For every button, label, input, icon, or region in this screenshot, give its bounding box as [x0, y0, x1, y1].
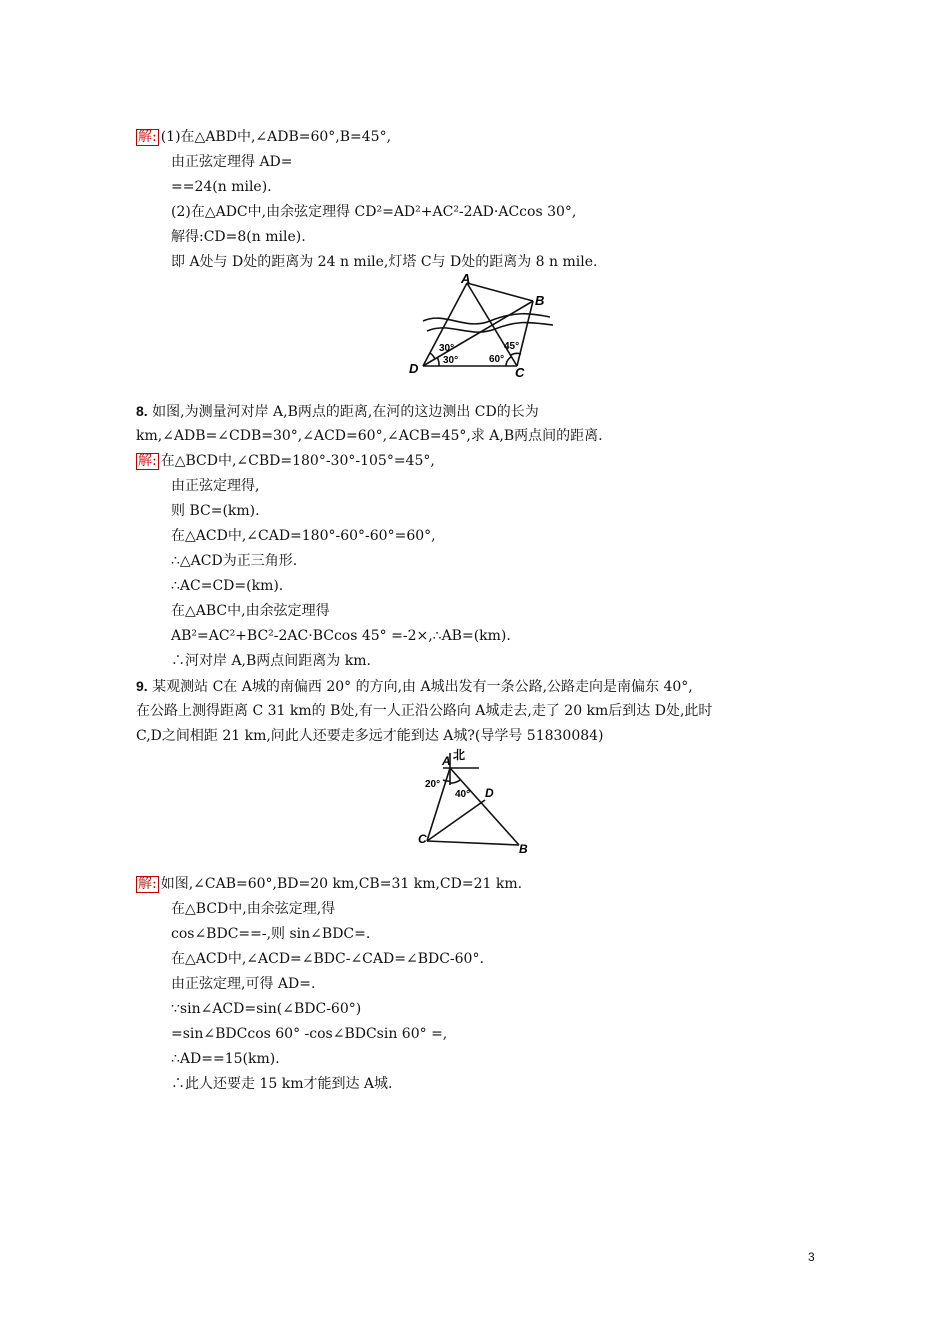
angle-label: 45°: [504, 341, 520, 352]
solution-9-line: 在△BCD中,由余弦定理,得: [171, 901, 336, 917]
label-c: C: [515, 365, 525, 378]
page-number: 3: [808, 1250, 815, 1264]
solution-tag: 解:: [138, 876, 157, 892]
solution-7-line-5: 解得:CD=8(n mile).: [171, 229, 306, 245]
north-label: 北: [453, 748, 466, 762]
solution-tag: 解:: [138, 129, 157, 145]
figure-city-triangle: [415, 745, 535, 857]
segment-bc: [517, 301, 533, 366]
angle-label: 40°: [455, 789, 471, 800]
question-number: 9.: [136, 678, 148, 694]
label-b: B: [535, 293, 545, 308]
solution-text: 在△BCD中,∠CBD=180°-30°-105°=45°,: [160, 453, 435, 469]
segment-cd: [427, 800, 485, 841]
solution-7-line-3: ==24(n mile).: [171, 179, 272, 195]
solution-text: 如图,∠CAB=60°,BD=20 km,CB=31 km,CD=21 km.: [160, 876, 523, 892]
angle-label: 30°: [439, 343, 455, 354]
segment-ab: [450, 768, 519, 845]
solution-9-line: 由正弦定理,可得 AD=.: [171, 976, 316, 992]
question-8-line-1: [136, 402, 539, 421]
solution-7-line-6: 即 A处与 D处的距离为 24 n mile,灯塔 C与 D处的距离为 8 n mile.: [171, 254, 598, 270]
angle-label: 60°: [489, 354, 505, 365]
solution-8-line: 在△ACD中,∠CAD=180°-60°-60°=60°,: [171, 528, 436, 544]
angle-label: 20°: [425, 779, 441, 790]
solution-8-line: AB²=AC²+BC²-2AC·BCcos 45° =-2×,∴AB=(km).: [171, 628, 511, 644]
solution-7-line-1: [136, 128, 391, 146]
solution-8-line: 则 BC=(km).: [171, 503, 260, 519]
solution-tag: 解:: [138, 453, 157, 469]
question-9-line-1: [136, 677, 693, 696]
solution-8-line: ∴△ACD为正三角形.: [171, 553, 298, 569]
label-b: B: [519, 842, 528, 856]
solution-9-line: ∴AD==15(km).: [171, 1051, 280, 1067]
angle-label: 30°: [443, 355, 459, 366]
question-9-line-2: 在公路上测得距离 C 31 km的 B处,有一人正沿公路向 A城走去,走了 20 km后到达 D处,此时: [136, 703, 713, 719]
solution-8-line: 由正弦定理得,: [171, 478, 260, 494]
question-text: 如图,为测量河对岸 A,B两点的距离,在河的这边测出 CD的长为: [152, 404, 539, 420]
solution-7-line-4: (2)在△ADC中,由余弦定理得 CD²=AD²+AC²-2AD·ACcos 30°,: [171, 204, 577, 220]
solution-9-line-1: [136, 875, 522, 893]
solution-9-line: 在△ACD中,∠ACD=∠BDC-∠CAD=∠BDC-60°.: [171, 951, 484, 967]
solution-9-line: cos∠BDC==-,则 sin∠BDC=.: [171, 926, 371, 942]
solution-9-line: ∴此人还要走 15 km才能到达 A城.: [171, 1076, 393, 1092]
solution-8-line-1: [136, 452, 435, 470]
angle-arc: [437, 357, 439, 366]
label-d: D: [409, 361, 419, 376]
label-c: C: [418, 832, 427, 846]
solution-9-line: =sin∠BDCcos 60° -cos∠BDCsin 60° =,: [171, 1026, 448, 1042]
solution-8-line: ∴河对岸 A,B两点间距离为 km.: [171, 653, 371, 669]
angle-arc: [450, 780, 460, 783]
label-d: D: [485, 786, 494, 800]
segment-cb: [427, 841, 519, 845]
question-text: 某观测站 C在 A城的南偏西 20° 的方向,由 A城出发有一条公路,公路走向是南偏东 40°,: [152, 679, 693, 695]
solution-8-line: 在△ABC中,由余弦定理得: [171, 603, 330, 619]
question-number: 8.: [136, 403, 148, 419]
question-9-line-3: C,D之间相距 21 km,问此人还要走多远才能到达 A城?(导学号 51830084): [136, 728, 604, 744]
angle-arc: [430, 353, 435, 359]
figure-river-quadrilateral: [405, 273, 555, 378]
solution-text: (1)在△ABD中,∠ADB=60°,B=45°,: [160, 129, 392, 145]
question-8-line-2: km,∠ADB=∠CDB=30°,∠ACD=60°,∠ACB=45°,求 A,B两点间的距离.: [136, 428, 603, 444]
solution-8-line: ∴AC=CD=(km).: [171, 578, 284, 594]
solution-9-line: ∵sin∠ACD=sin(∠BDC-60°): [171, 1001, 362, 1017]
angle-arc: [506, 357, 511, 366]
label-a: A: [461, 273, 471, 286]
solution-7-line-2: 由正弦定理得 AD=: [171, 154, 293, 170]
label-a: A: [442, 754, 451, 768]
